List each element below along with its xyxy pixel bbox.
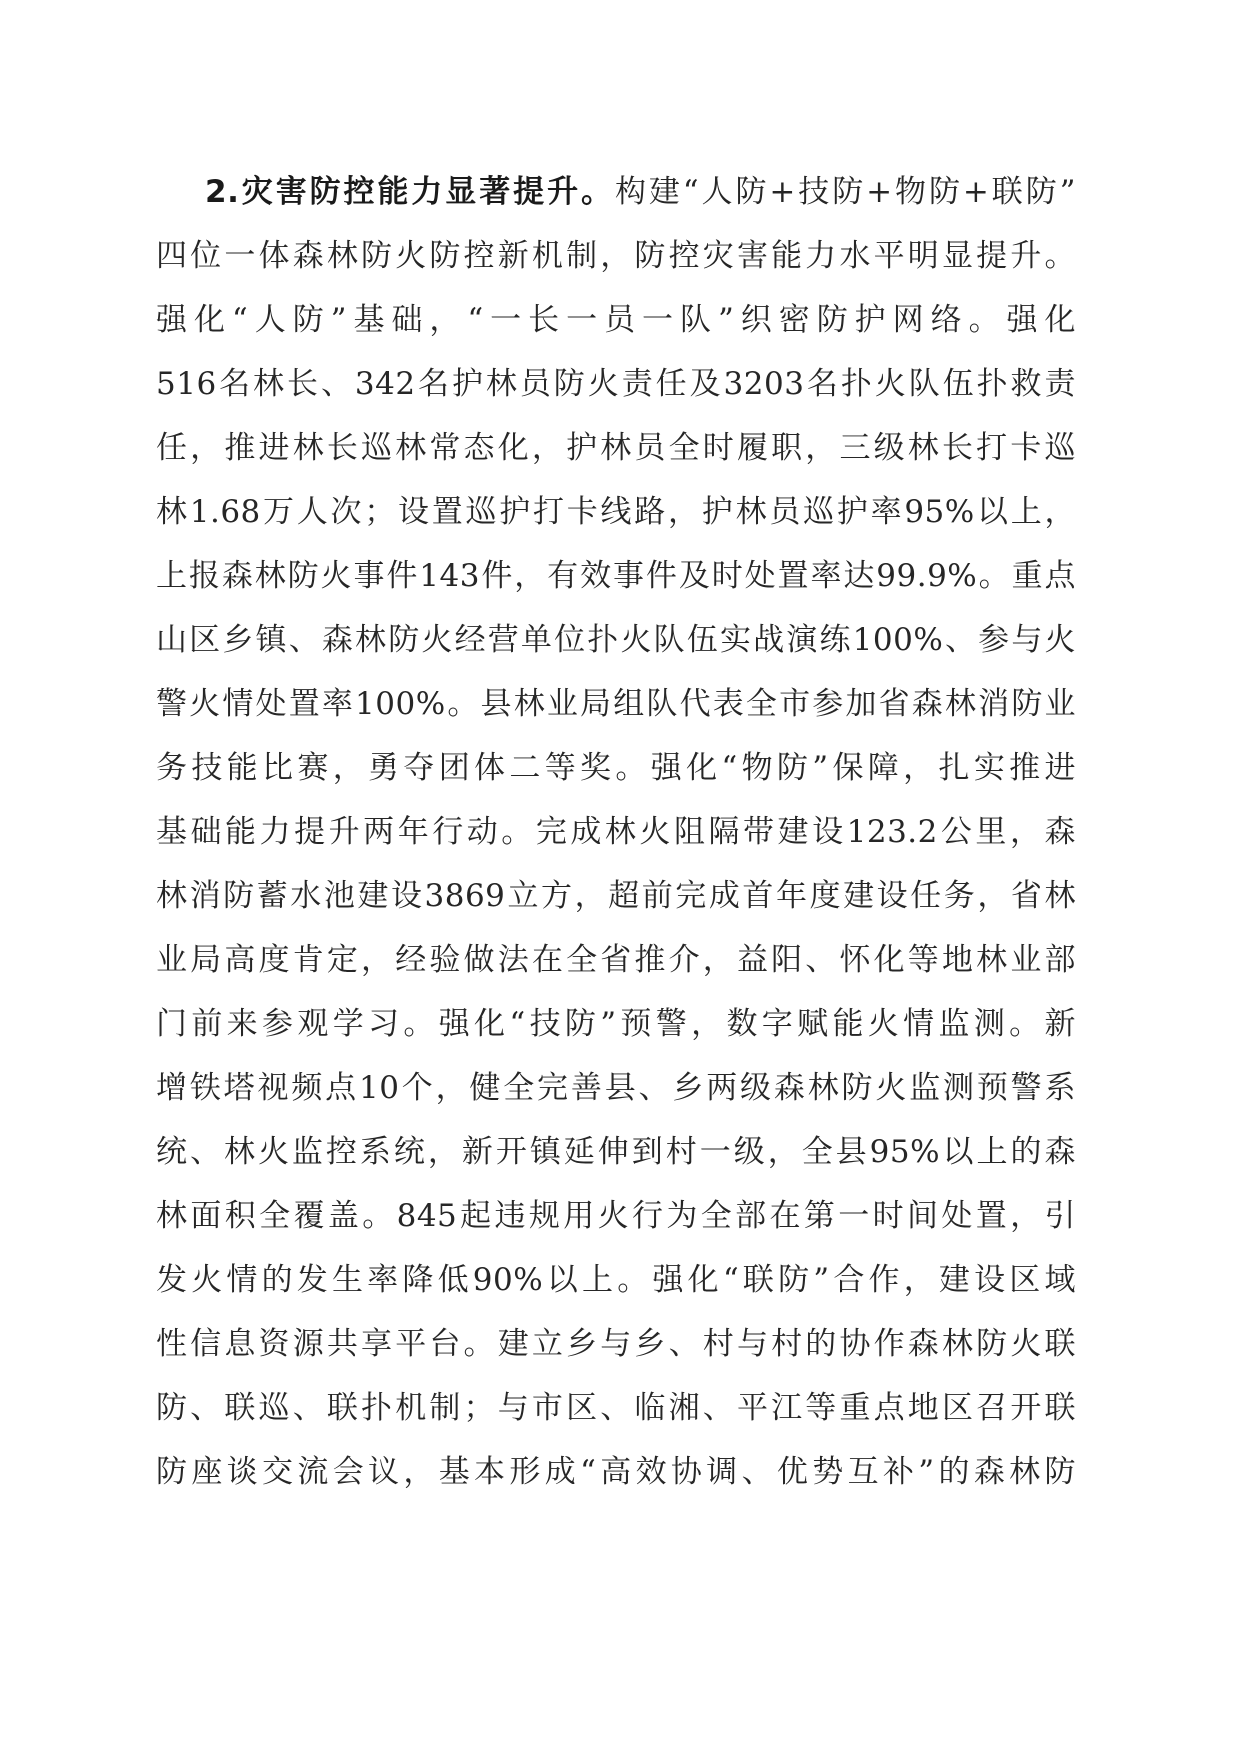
paragraph-line: 性信息资源共享平台。建立乡与乡、村与村的协作森林防火联 — [156, 1326, 1076, 1362]
paragraph-line: 务技能比赛，勇夺团体二等奖。强化“物防”保障，扎实推进 — [156, 750, 1076, 786]
paragraph-line: 四位一体森林防火防控新机制，防控灾害能力水平明显提升。 — [156, 238, 1076, 274]
paragraph-line: 林面积全覆盖。845起违规用火行为全部在第一时间处置，引 — [156, 1198, 1076, 1234]
paragraph-line: 统、林火监控系统，新开镇延伸到村一级，全县95%以上的森 — [156, 1134, 1076, 1170]
paragraph-line — [205, 169, 1076, 215]
paragraph-line: 林消防蓄水池建设3869立方，超前完成首年度建设任务，省林 — [156, 878, 1076, 914]
paragraph-line: 增铁塔视频点10个，健全完善县、乡两级森林防火监测预警系 — [156, 1070, 1076, 1106]
paragraph-line: 防座谈交流会议，基本形成“高效协调、优势互补”的森林防 — [156, 1454, 1076, 1490]
paragraph-line: 防、联巡、联扑机制；与市区、临湘、平江等重点地区召开联 — [156, 1390, 1076, 1426]
paragraph-line: 516名林长、342名护林员防火责任及3203名扑火队伍扑救责 — [156, 366, 1076, 402]
paragraph-line: 上报森林防火事件143件，有效事件及时处置率达99.9%。重点 — [156, 558, 1076, 594]
section-heading: 2.灾害防控能力显著提升。 — [205, 174, 615, 210]
paragraph-line: 基础能力提升两年行动。完成林火阻隔带建设123.2公里，森 — [156, 814, 1076, 850]
paragraph-line: 警火情处置率100%。县林业局组队代表全市参加省森林消防业 — [156, 686, 1076, 722]
paragraph-text: 构建“人防+技防+物防+联防” — [614, 174, 1076, 210]
paragraph-line: 门前来参观学习。强化“技防”预警，数字赋能火情监测。新 — [156, 1006, 1076, 1042]
paragraph-line: 任，推进林长巡林常态化，护林员全时履职，三级林长打卡巡 — [156, 430, 1076, 466]
paragraph-line: 林1.68万人次；设置巡护打卡线路，护林员巡护率95%以上， — [156, 494, 1076, 530]
paragraph-line: 强化“人防”基础，“一长一员一队”织密防护网络。强化 — [156, 302, 1076, 338]
paragraph-line: 山区乡镇、森林防火经营单位扑火队伍实战演练100%、参与火 — [156, 622, 1076, 658]
paragraph-line: 发火情的发生率降低90%以上。强化“联防”合作，建设区域 — [156, 1262, 1076, 1298]
paragraph-line: 业局高度肯定，经验做法在全省推介，益阳、怀化等地林业部 — [156, 942, 1076, 978]
